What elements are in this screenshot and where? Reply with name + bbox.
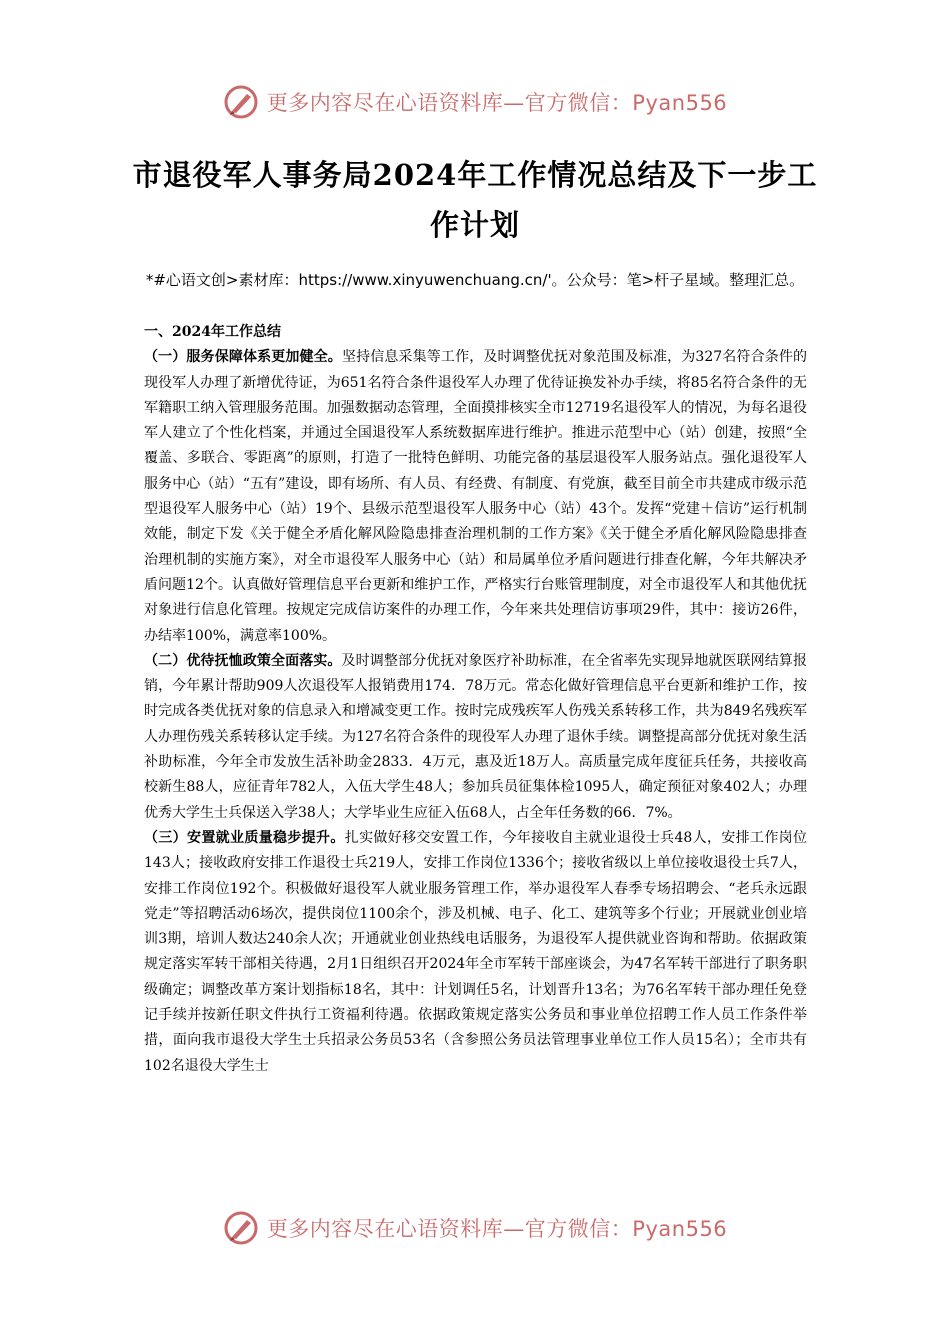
paragraph-lead: （二）优待抚恤政策全面落实。 (144, 652, 342, 669)
section-heading: 一、2024年工作总结 (144, 324, 281, 340)
document-body (144, 320, 807, 1079)
paragraph-lead: （三）安置就业质量稳步提升。 (144, 829, 345, 846)
paragraph-text: 坚持信息采集等工作，及时调整优抚对象范围及标准，为327名符合条件的现役军人办理了新增优待证，为651名符合条件退役军人办理了优待证换发补办手续，将85名符合条件的无军籍职工纳入管理服务范围。加强数据动态管理，全面摸排核实全市12719名退役军人的情况，为每名退役军人建立了个性化档案，并通过全国退役军人系统数据库进行维护。推进示范型中心（站）创建，按照“全覆盖、多联合、零距离”的原则，打造了一批特色鲜明、功能完备的基层退役军人服务站点。强化退役军人服务中心（站）“五有”建设，即有场所、有人员、有经费、有制度、有党旗，截至目前全市共建成市级示范型退役军人服务中心（站）19个、县级示范型退役军人服务中心（站）43个。发挥“党建＋信访”运行机制效能，制定下发《关于健全矛盾化解风险隐患排查治理机制的工作方案》《关于健全矛盾化解风险隐患排查治理机制的实施方案》，对全市退役军人服务中心（站）和局属单位矛盾问题进行排查化解，今年共解决矛盾问题12个。认真做好管理信息平台更新和维护工作，严格实行台账管理制度，对全市退役军人和其他优抚对象进行信息化管理。按规定完成信访案件的办理工作，今年来共处理信访事项29件，其中：接访26件，办结率100%，满意率100%。 (144, 349, 807, 644)
source-line: *#心语文创>素材库：https://www.xinyuwenchuang.cn/'。公众号：笔>杆子星域。整理汇总。 (145, 271, 805, 289)
paragraph-employment (144, 826, 807, 1079)
paragraph-lead: （一）服务保障体系更加健全。 (144, 349, 342, 366)
pen-brush-logo-icon (223, 1210, 259, 1246)
paragraph-preferential-policy (144, 649, 807, 826)
paragraph-text: 及时调整部分优抚对象医疗补助标准，在全省率先实现异地就医联网结算报销，今年累计帮助909人次退役军人报销费用174．78万元。常态化做好管理信息平台更新和维护工作，按时完成各类优抚对象的信息录入和增减变更工作。按时完成残疾军人伤残关系转移工作，共为849名残疾军人办理伤残关系转移认定手续。为127名符合条件的现役军人办理了退休手续。调整提高部分优抚对象生活补助标准，今年全市发放生活补助金2833．4万元，惠及近18万人。高质量完成年度征兵任务，共接收高校新生88人，应征青年782人，入伍大学生48人；参加兵员征集体检1095人，确定预征对象402人；办理优秀大学生士兵保送入学38人；大学毕业生应征入伍68人，占全年任务数的66．7%。 (144, 652, 808, 821)
footer-watermark-banner (0, 1208, 950, 1248)
banner-text: 更多内容尽在心语资料库—官方微信：Pyan556 (266, 1217, 728, 1241)
pen-brush-logo-icon (223, 84, 259, 120)
document-title: 市退役军人事务局2024年工作情况总结及下一步工作计划 (132, 158, 818, 242)
paragraph-service-guarantee (144, 345, 807, 649)
paragraph-text: 扎实做好移交安置工作，今年接收自主就业退役士兵48人，安排工作岗位143人；接收政府安排工作退役士兵219人，安排工作岗位1336个；接收省级以上单位接收退役士兵7人，安排工作岗位192个。积极做好退役军人就业服务管理工作，举办退役军人春季专场招聘会、“老兵永远跟党走”等招聘活动6场次，提供岗位1100余个，涉及机械、电子、化工、建筑等多个行业；开展就业创业培训3期，培训人数达240余人次；开通就业创业热线电话服务，为退役军人提供就业咨询和帮助。依据政策规定落实军转干部相关待遇，2月1日组织召开2024年全市军转干部座谈会，为47名军转干部进行了职务职级确定；调整改革方案计划指标18名，其中：计划调任5名，计划晋升13名；为76名军转干部办理任免登记手续并按新任职文件执行工资福利待遇。依据政策规定落实公务员和事业单位招聘工作人员工作条件举措，面向我市退役大学生士兵招录公务员53名（含参照公务员法管理事业单位工作人员15名）；全市共有102名退役大学生士 (144, 829, 807, 1074)
banner-text: 更多内容尽在心语资料库—官方微信：Pyan556 (266, 91, 728, 115)
header-watermark-banner (0, 82, 950, 122)
